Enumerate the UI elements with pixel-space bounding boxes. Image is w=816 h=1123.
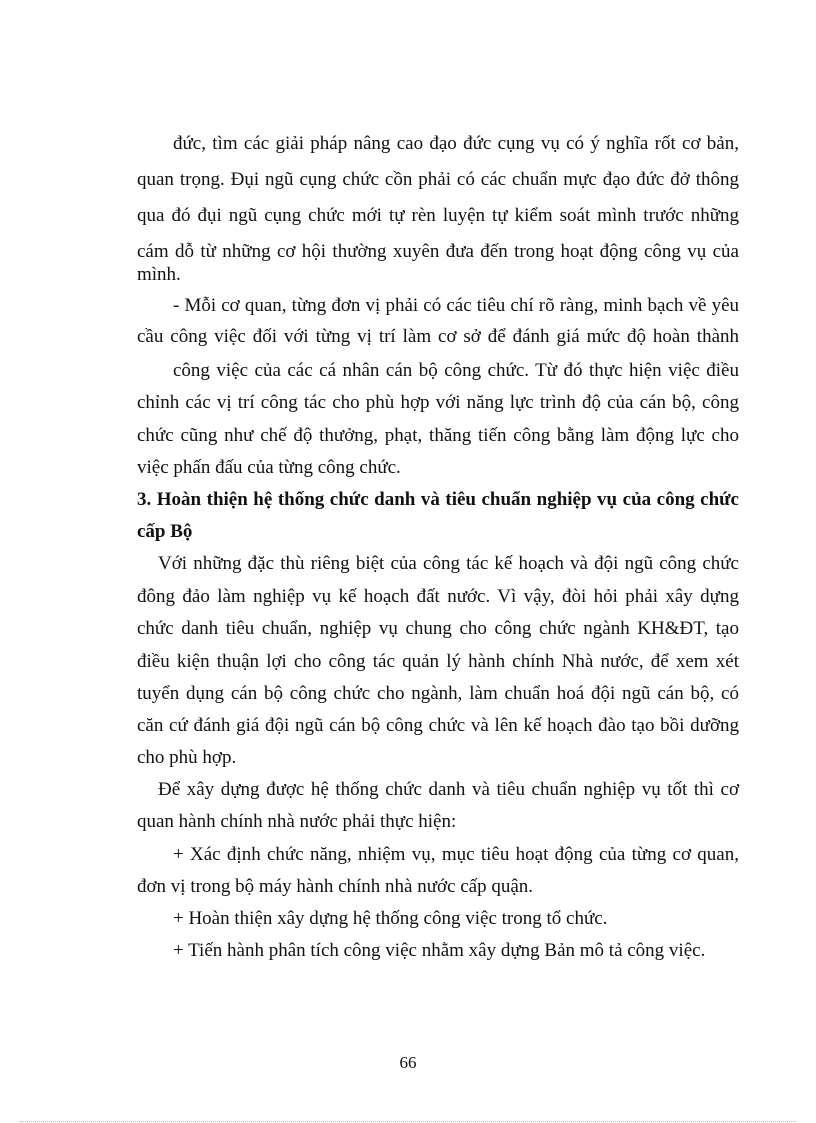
paragraph-2-line-3: công việc của các cá nhân cán bộ công chức. Từ đó thực hiện việc điều [173, 360, 739, 381]
page-number: 66 [399, 1053, 417, 1072]
bullet-2: + Hoàn thiện xây dựng hệ thống công việc trong tổ chức. [173, 908, 608, 929]
paragraph-2-line-6: việc phấn đấu của từng công chức. [137, 457, 401, 478]
paragraph-2-line-2: cầu công việc đối với từng vị trí làm cơ sở để đánh giá mức độ hoàn thành [137, 326, 739, 347]
bullet-3: + Tiến hành phân tích công việc nhằm xây dựng Bản mô tả công việc. [173, 940, 706, 961]
paragraph-1-line-5: mình. [137, 264, 181, 285]
paragraph-1-line-2: quan trọng. Đụi ngũ cụng chức cồn phải có các chuẩn mực đạo đức đở thông [137, 169, 739, 190]
paragraph-4-line-2: quan hành chính nhà nước phải thực hiện: [137, 811, 457, 832]
section-heading-line-1: 3. Hoàn thiện hệ thống chức danh và tiêu chuẩn nghiệp vụ của công chức [137, 489, 739, 510]
paragraph-4-line-1: Để xây dựng được hệ thống chức danh và tiêu chuẩn nghiệp vụ tốt thì cơ [158, 779, 739, 800]
paragraph-1-line-3: qua đó đụi ngũ cụng chức mới tự rèn luyện tự kiểm soát mình trước những [137, 205, 739, 226]
paragraph-3-line-4: điều kiện thuận lợi cho công tác quản lý hành chính Nhà nước, để xem xét [137, 651, 739, 672]
paragraph-3-line-6: căn cứ đánh giá đội ngũ cán bộ công chức và lên kế hoạch đào tạo bồi dưỡng [137, 715, 739, 736]
paragraph-3-line-7: cho phù hợp. [137, 747, 237, 768]
paragraph-2-line-4: chỉnh các vị trí công tác cho phù hợp với năng lực trình độ của cán bộ, công [137, 392, 739, 413]
paragraph-3-line-2: đông đảo làm nghiệp vụ kế hoạch đất nước. Vì vậy, đòi hỏi phải xây dựng [137, 586, 739, 607]
bullet-1-line-1: + Xác định chức năng, nhiệm vụ, mục tiêu hoạt động của từng cơ quan, [173, 844, 739, 865]
bullet-1-line-2: đơn vị trong bộ máy hành chính nhà nước cấp quận. [137, 876, 534, 897]
paragraph-1-line-4: cám dỗ từ những cơ hội thường xuyên đưa đến trong hoạt động công vụ của [137, 241, 739, 262]
paragraph-3-line-3: chức danh tiêu chuẩn, nghiệp vụ chung cho công chức ngành KH&ĐT, tạo [137, 618, 739, 639]
paragraph-1-line-1: đức, tìm các giải pháp nâng cao đạo đức cụng vụ có ý nghĩa rốt cơ bản, [173, 133, 739, 154]
paragraph-3-line-5: tuyển dụng cán bộ công chức cho ngành, làm chuẩn hoá đội ngũ cán bộ, có [137, 683, 739, 704]
paragraph-2-line-1: - Mỗi cơ quan, từng đơn vị phải có các tiêu chí rõ ràng, minh bạch về yêu [173, 295, 739, 316]
paragraph-2-line-5: chức cũng như chế độ thưởng, phạt, thăng tiến công bằng làm động lực cho [137, 425, 739, 446]
page-bottom-divider [20, 1121, 796, 1122]
section-heading-line-2: cấp Bộ [137, 521, 193, 542]
paragraph-3-line-1: Với những đặc thù riêng biệt của công tác kế hoạch và đội ngũ công chức [158, 553, 739, 574]
